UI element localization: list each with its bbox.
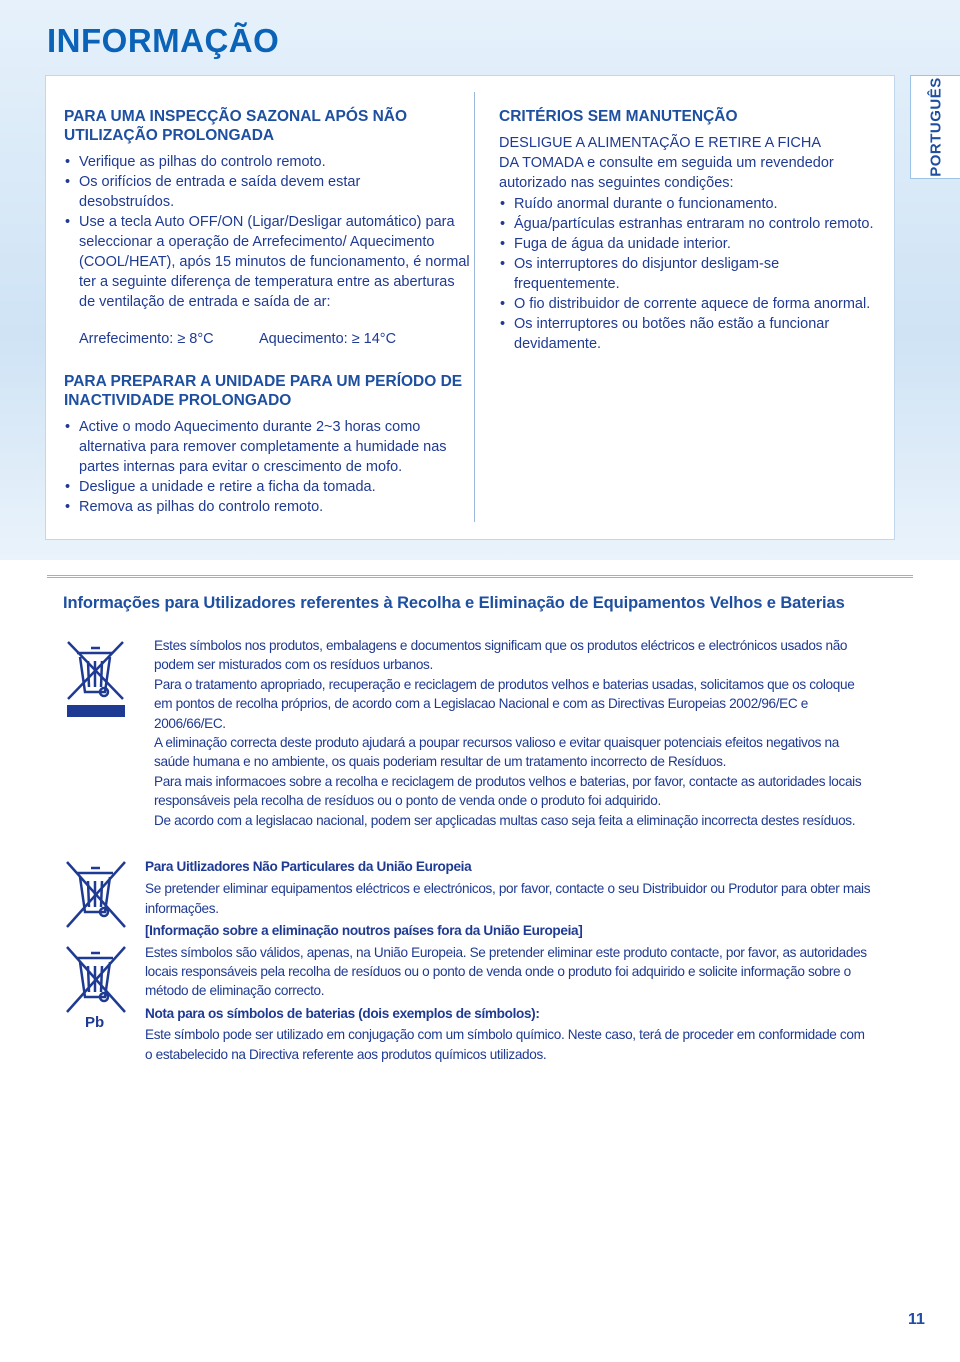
no-maintenance-heading: CRITÉRIOS SEM MANUTENÇÃO [499,108,738,125]
seasonal-inspection-heading-line2: UTILIZAÇÃO PROLONGADA [64,127,275,144]
list-item: • Remova as pilhas do controlo remoto. [64,497,466,517]
list-item: • Fuga de água da unidade interior. [499,234,894,254]
long-inactivity-heading [64,372,474,410]
outside-eu-heading: [Informação sobre a eliminação noutros países fora da União Europeia] [145,923,583,939]
list-item: • Verifique as pilhas do controlo remoto. [64,152,464,172]
intro-line: autorizado nas seguintes condições: [499,175,734,191]
battery-bin-pb-icon [63,942,133,1042]
seasonal-inspection-heading-line1: PARA UMA INSPECÇÃO SAZONAL APÓS NÃO [64,108,408,125]
paragraph: Para o tratamento apropriado, recuperação e reciclagem de produtos velhos e baterias usadas, solicitamos que os coloque em pontos de recolha próprios, de acordo com a Legislacao Nacional e com as Directivas Europeias 2002/96/EC e 2006/66/EC. [154,676,855,731]
section-rule-top [47,575,913,576]
disposal-title: Informações para Utilizadores referentes à Recolha e Eliminação de Equipamentos Velhos e Baterias [63,594,845,612]
page-title: INFORMAÇÃO [47,22,280,59]
paragraph: A eliminação correcta deste produto ajudará a poupar recursos valioso e evitar quaisquer potenciais efeitos negativos na saúde humana e no ambiente, os quais poderiam resultar de um tratamento incorrecto de Resíduos. [154,735,839,770]
section-rule-bottom [47,577,913,578]
outside-eu-text: Estes símbolos são válidos, apenas, na União Europeia. Se pretender eliminar este produto contacte, por favor, as autoridades locais responsáveis pela recolha de resíduos ou o ponto de venda onde o produto foi adquirido e solicite informação sobre o método de eliminação correcto. [145,944,867,999]
paragraph: Para mais informacoes sobre a recolha e reciclagem de produtos velhos e baterias, por favor, contacte as autoridades locais responsáveis pela recolha de resíduos ou o ponto de venda onde o produto foi adquirido. [154,773,862,809]
business-users-heading: Para Uitlizadores Não Particulares da União Europeia [145,859,472,874]
list-item: • Active o modo Aquecimento durante 2~3 horas como alternativa para remover completamente a humidade nas partes internas para evitar o crescimento de mofo. [64,417,466,477]
list-item: • Ruído anormal durante o funcionamento. [499,194,894,214]
long-inactivity-heading-line1: PARA PREPARAR A UNIDADE PARA UM PERÍODO DE [64,373,463,390]
long-inactivity-heading-line2: INACTIVIDADE PROLONGADO [64,392,292,409]
list-item: • Use a tecla Auto OFF/ON (Ligar/Desligar automático) para seleccionar a operação de Arrefecimento/ Aquecimento (COOL/HEAT), após 15 minutos de funcionamento, é normal ter a seguinte diferença de temperatura entre as aberturas de ventilação de entrada e saída de ar: [64,212,471,312]
heating-temperature: Aquecimento: ≥ 14°C [259,331,397,347]
list-item: • Desligue a unidade e retire a ficha da tomada. [64,477,466,497]
no-maintenance-list [499,194,894,354]
page-number: 11 [908,1311,925,1328]
weee-bin-icon [63,857,133,937]
battery-bin-icon [63,942,133,1017]
chemical-symbol: Pb [85,1014,105,1031]
column-divider [474,92,475,522]
seasonal-inspection-list [64,152,470,312]
battery-symbol-text: Este símbolo pode ser utilizado em conjugação com um símbolo químico. Neste caso, terá de proceder em conformidade com o estabelecido na Directiva referente aos produtos químicos utilizados. [145,1027,865,1062]
list-item: • Os interruptores ou botões não estão a funcionar devidamente. [499,314,884,354]
list-item: • Os orifícios de entrada e saída devem estar desobstruídos. [64,172,399,212]
business-users-text: Se pretender eliminar equipamentos eléctricos e electrónicos, por favor, contacte o seu Distribuidor ou Produtor para obter mais informações. [145,881,871,916]
cooling-temperature: Arrefecimento: ≥ 8°C [79,331,214,347]
no-maintenance-intro [499,133,894,193]
list-item: • Os interruptores do disjuntor desligam-se frequentemente. [499,254,824,294]
intro-caps-line: DESLIGUE A ALIMENTAÇÃO E RETIRE A FICHA [499,135,822,151]
language-tab [910,75,960,179]
list-item: • Água/partículas estranhas entraram no controlo remoto. [499,214,894,234]
language-tab-label: PORTUGUÊS [927,77,944,177]
battery-symbol-heading: Nota para os símbolos de baterias (dois exemplos de símbolos): [145,1005,540,1021]
long-inactivity-list [64,417,466,517]
paragraph: Estes símbolos nos produtos, embalagens e documentos significam que os produtos eléctricos e electrónicos usados não podem ser misturados com os resíduos urbanos. [154,638,848,673]
weee-bin-with-bar-icon [63,637,133,720]
seasonal-inspection-heading [64,107,464,145]
list-item: • O fio distribuidor de corrente aquece de forma anormal. [499,294,894,314]
disposal-subsections [145,857,875,1064]
intro-line: DA TOMADA e consulte em seguida um revendedor [499,155,834,171]
paragraph: De acordo com a legislacao nacional, podem ser apçlicadas multas caso seja feita a eliminação incorrecta destes resíduos. [154,812,856,828]
temperature-row [64,329,396,349]
disposal-paragraphs [154,636,874,830]
